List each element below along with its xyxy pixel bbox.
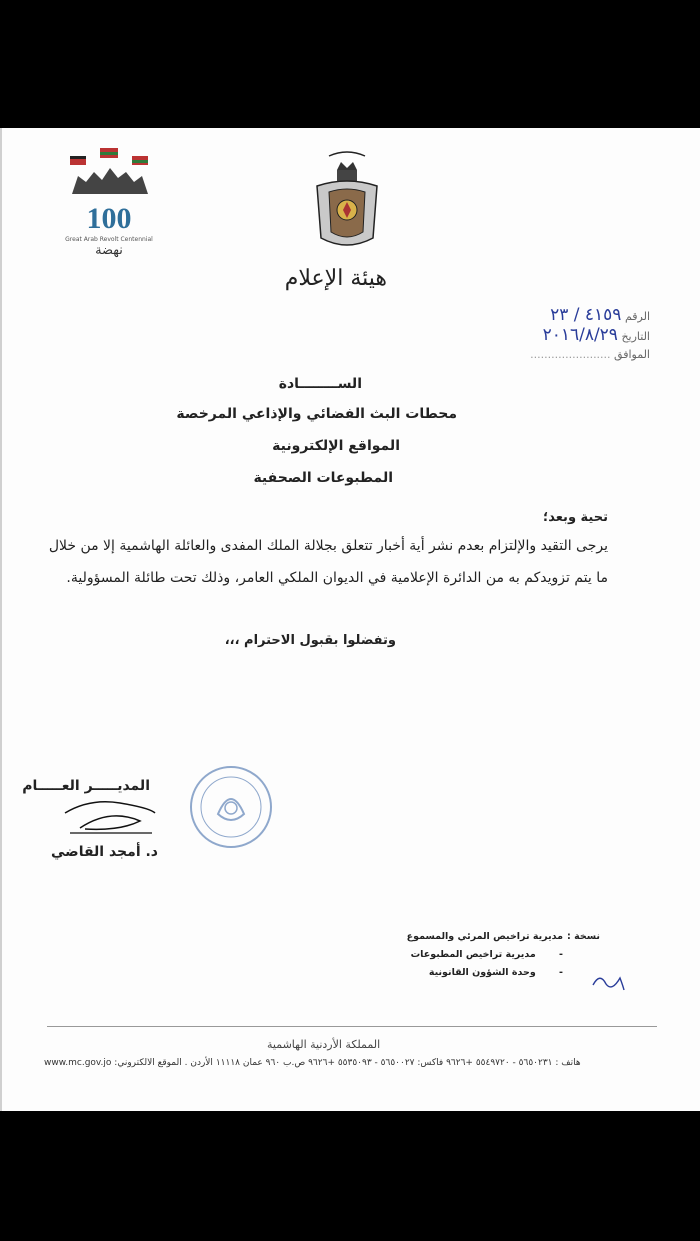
copy-item: وحدة الشؤون القانونية - — [428, 967, 563, 978]
number-row — [550, 305, 650, 325]
addressee-press: المطبوعات الصحفية — [253, 470, 393, 486]
footer-contact — [44, 1058, 664, 1068]
addressee-broadcast: محطات البث الفضائي والإذاعي المرخصة — [176, 406, 457, 422]
signature-name: د. أمجد القاضي — [51, 844, 158, 860]
copy-item — [407, 931, 563, 942]
centenary-logo — [64, 146, 154, 266]
footer-website[interactable]: www.mc.gov.jo — [44, 1058, 112, 1068]
copy-item: مديرية تراخيص المطبوعات - — [410, 949, 563, 960]
number-value: ٤١٥٩ / ٢٣ — [550, 305, 622, 325]
footer-kingdom: المملكة الأردنية الهاشمية — [267, 1038, 381, 1051]
corresponding-row: الموافق ....................... — [530, 348, 650, 361]
addressee-websites: المواقع الإلكترونية — [272, 438, 400, 454]
centenary-number: 100 — [86, 202, 132, 235]
number-label: الرقم — [624, 310, 650, 323]
authority-name: هيئة الإعلام — [284, 266, 387, 291]
corresponding-label: الموافق — [614, 348, 650, 361]
centenary-caption: Great Arab Revolt Centennial — [65, 236, 153, 243]
crest-icon — [307, 148, 387, 258]
letter-page — [0, 128, 700, 1111]
body-line-2: ما يتم تزويدكم به من الدائرة الإعلامية في الديوان الملكي العامر، وذلك تحت طائلة المسؤولية. — [66, 570, 608, 586]
flags-icon — [64, 146, 154, 198]
signature-title: المديـــــر العـــــام — [22, 778, 150, 794]
footer-contact-text: هاتف : ٥٦٥٠٢٣١ - ٥٥٤٩٧٢٠ +٩٦٢٦ فاكس: ٥٦٥٠٠٢٧ - ٥٥٣٥٠٩٣ +٩٦٢٦ ص.ب ٩٦٠ عمان ١١١١٨ الأردن . الموقع الالكتروني: — [114, 1058, 581, 1068]
centenary-word: نهضة — [95, 243, 123, 258]
copy-item-text: وحدة الشؤون القانونية — [428, 967, 536, 978]
greeting: تحية وبعد؛ — [543, 510, 608, 525]
official-stamp-icon — [188, 764, 274, 850]
date-label: التاريخ — [621, 330, 650, 343]
copies-label: نسخة : — [567, 931, 600, 942]
date-row — [543, 325, 650, 345]
copy-item-text: مديرية تراخيص المطبوعات — [410, 949, 536, 960]
signature-scribble-icon — [60, 793, 160, 838]
closing: وتفضلوا بقبول الاحترام ،،، — [224, 633, 396, 648]
addressee-title: الســــــــادة — [278, 376, 362, 392]
footer-divider — [47, 1026, 657, 1027]
copy-item-text: مديرية تراخيص المرئي والمسموع — [406, 931, 563, 942]
royal-crest — [284, 148, 387, 308]
body-line-1: يرجى التقيد والإلتزام بعدم نشر أية أخبار تتعلق بجلالة الملك المفدى والعائلة الهاشمية إلا من خلال — [48, 538, 608, 554]
initials-scribble-icon — [590, 970, 626, 994]
date-value: ٢٠١٦/٨/٢٩ — [542, 325, 618, 345]
